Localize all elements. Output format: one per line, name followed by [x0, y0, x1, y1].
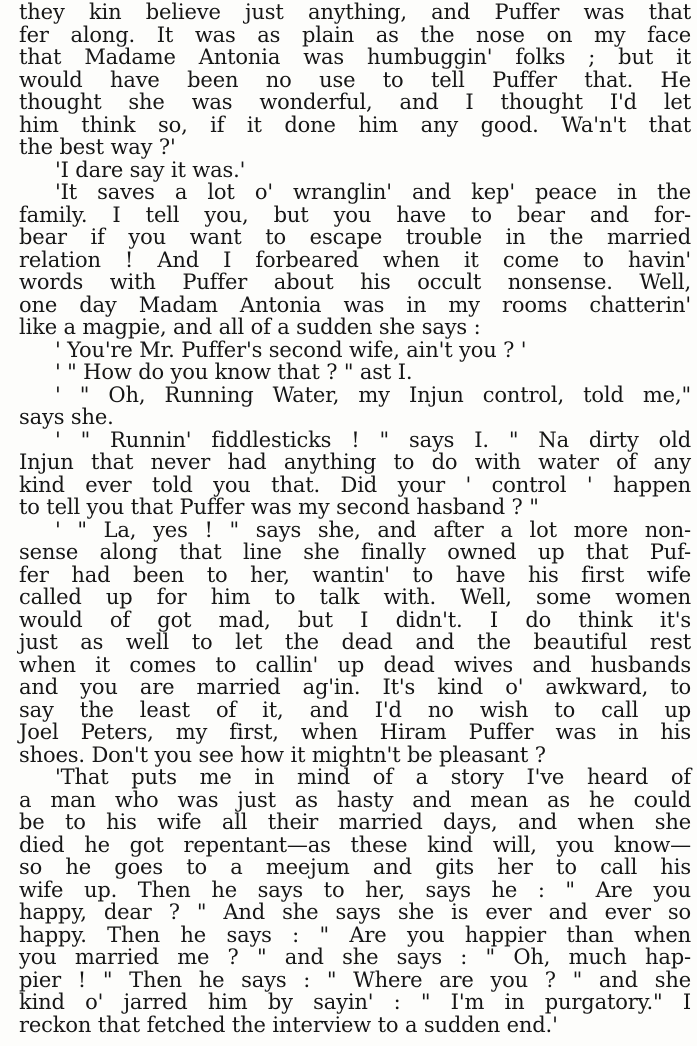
text-line: pier ! " Then he says : " Where are you ? " and she — [19, 967, 691, 992]
text-line: kind ever told you that. Did your ' control ' happen — [19, 472, 691, 497]
text-line: that Madame Antonia was humbuggin' folks ; but it — [19, 45, 691, 69]
text-line: him think so, if it done him any good. Wa'n't that — [19, 112, 691, 137]
text-line: relation ! And I forbeared when it come to havin' — [19, 247, 691, 272]
text-line: shoes. Don't you see how it mightn't be pleasant ? — [19, 742, 546, 767]
text-line: would have been no use to tell Puffer that. He — [19, 67, 691, 92]
text-line: thought she was wonderful, and I thought I'd let — [19, 90, 691, 114]
text-line: died he got repentant—as these kind will, you know— — [19, 832, 691, 857]
text-line: they kin believe just anything, and Puffer was that — [19, 0, 691, 24]
text-line: be to his wife all their married days, and when she — [19, 810, 691, 834]
paragraph-start-line: 'It saves a lot o' wranglin' and kep' peace in the — [55, 180, 691, 204]
text-line: a man who was just as hasty and mean as he could — [19, 787, 691, 812]
text-line: says she. — [19, 405, 114, 429]
text-line: sense along that line she finally owned up that Puf- — [19, 540, 691, 564]
text-line: words with Puffer about his occult nonsense. Well, — [19, 270, 691, 294]
text-line: reckon that fetched the interview to a sudden end.' — [19, 1012, 558, 1037]
text-line: kind o' jarred him by sayin' : " I'm in purgatory." I — [19, 990, 691, 1014]
text-line: wife up. Then he says to her, says he : " Are you — [19, 877, 691, 902]
text-line: happy, dear ? " And she says she is ever and ever so — [19, 900, 691, 924]
text-line: family. I tell you, but you have to bear and for- — [19, 202, 691, 227]
paragraph-start-line: 'I dare say it was.' — [55, 157, 246, 182]
text-line: so he goes to a meejum and gits her to call his — [19, 855, 691, 879]
text-line: and you are married ag'in. It's kind o' awkward, to — [19, 675, 691, 699]
text-line: called up for him to talk with. Well, some women — [19, 585, 691, 609]
text-line: Injun that never had anything to do with water of any — [19, 450, 691, 474]
text-line: bear if you want to escape trouble in the married — [19, 225, 691, 249]
text-line: fer had been to her, wantin' to have his first wife — [19, 562, 691, 587]
paragraph-start-line: 'That puts me in mind of a story I've heard of — [55, 765, 691, 789]
paragraph-start-line: ' " Runnin' fiddlesticks ! " says I. " Na dirty old — [55, 427, 691, 452]
text-line: to tell you that Puffer was my second hasband ? " — [19, 495, 539, 519]
text-line: the best way ?' — [19, 135, 176, 159]
paragraph-start-line: ' " La, yes ! " says she, and after a lot more non- — [55, 517, 691, 542]
text-line: like a magpie, and all of a sudden she says : — [19, 315, 481, 339]
text-line: just as well to let the dead and the beautiful rest — [19, 630, 691, 654]
paragraph-start-line: ' " How do you know that ? " ast I. — [55, 360, 413, 384]
text-line: Joel Peters, my first, when Hiram Puffer was in his — [19, 720, 691, 744]
text-line: fer along. It was as plain as the nose on my face — [19, 22, 691, 47]
text-line: one day Madam Antonia was in my rooms chatterin' — [19, 292, 691, 317]
text-line: when it comes to callin' up dead wives and husbands — [19, 652, 691, 677]
text-line: happy. Then he says : " Are you happier than when — [19, 922, 691, 947]
text-line: say the least of it, and I'd no wish to call up — [19, 697, 691, 722]
text-line: you married me ? " and she says : " Oh, much hap- — [19, 945, 691, 969]
paragraph-start-line: ' You're Mr. Puffer's second wife, ain't you ? ' — [55, 337, 527, 362]
text-line: would of got mad, but I didn't. I do think it's — [19, 607, 691, 632]
paragraph-start-line: ' " Oh, Running Water, my Injun control, told me," — [55, 382, 691, 407]
